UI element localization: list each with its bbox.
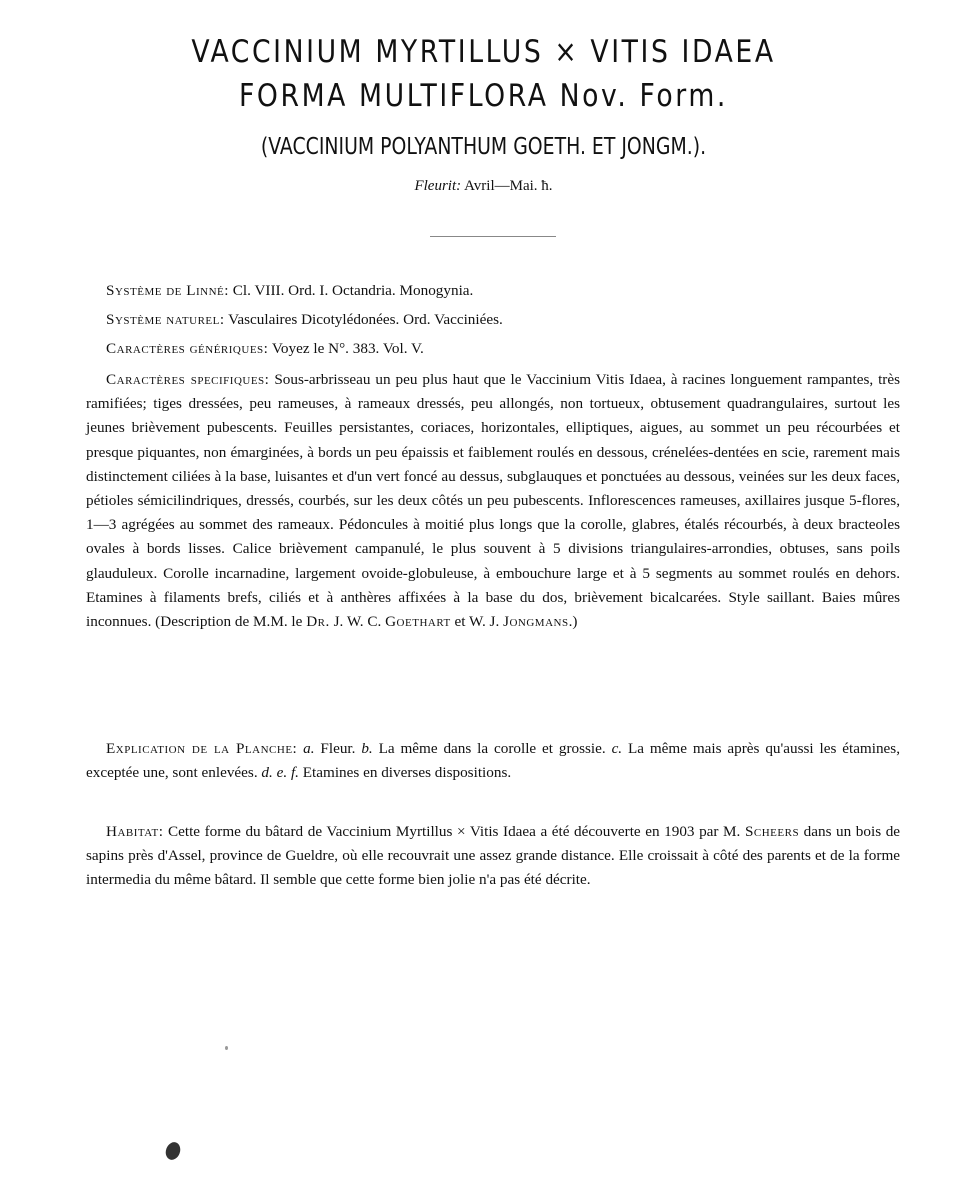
section-label: Système de Linné: xyxy=(106,282,229,299)
figure-ref-a: a. xyxy=(303,740,315,757)
section-label: Explication de la Planche: xyxy=(106,740,298,757)
habitat-text-2: dans un bois de sapins près d'Assel, province de Gueldre, où elle recouvrait une assez grande distance. Elle croissait à côté des parents et de la forme intermedia du même bâtard. Il semble que cette forme bien jolie n'a pas été décrite. xyxy=(86,823,901,889)
section-generiques xyxy=(86,337,900,361)
section-text: Voyez le N°. 383. Vol. V. xyxy=(271,340,424,357)
section-label: Habitat: xyxy=(106,823,164,840)
flowering-label: Fleurit: xyxy=(414,178,462,194)
title-line-2: FORMA MULTIFLORA Nov. Form. xyxy=(239,78,728,114)
section-label: Système naturel: xyxy=(106,311,225,328)
section-text: Sous-arbrisseau un peu plus haut que le Vaccinium Vitis Idaea, à racines longuement rampantes, très ramifiées; tiges dressées, peu rameuses, à rameaux dressés, peu allongés, non tortueux, obtusement quadrangulaires, surtout les jeunes brièvement pubescents. Feuilles persistantes, coriaces, horizontales, elliptiques, aigues, au sommet un peu récourbées et presque piquantes, non émarginées, à bords un peu épaissis et faiblement roulés en dessous, crénelées-dentées en scie, rarement mais distinctement ciliées à la base, luisantes et d'un vert foncé au dessus, subglauques et ponctuées au dessous, veinées sur les deux faces, pétioles sémicilindriques, dressés, courbés, sur les deux côtés un peu pubescents. Inflorescences rameuses, axillaires jusque 5-flores, 1—3 agrégées au sommet des rameaux. Pédoncules à moitié plus longs que la corolle, glabres, étalés récourbés, à deux bracteoles ovales à bords lisses. Calice brièvement campanulé, le plus souvent à 5 divisions triangulaires-arrondies, obtuses, sans poils glauduleux. Corolle incarnadine, largement ovoide-globuleuse, à embouchure large et à 5 segments au sommet roulés en dehors. Etamines à filaments brefs, ciliés et à anthères affixées à la base du dos, brièvement bicalcarées. Style saillant. Baies mûres inconnues. (Description de M.M. le xyxy=(86,371,901,631)
ink-speck xyxy=(163,1140,182,1162)
section-label: Caractères génériques: xyxy=(106,340,269,357)
section-linne xyxy=(86,279,900,303)
section-text: Cl. VIII. Ord. I. Octandria. Monogynia. xyxy=(232,282,474,299)
figure-ref-b: b. xyxy=(361,740,373,757)
author-conjunction: et W. J. xyxy=(454,613,500,631)
author-initials: J. W. C. xyxy=(333,613,382,631)
author-goethart: Goethart xyxy=(385,613,451,631)
section-explication xyxy=(86,737,900,785)
figure-ref-def: d. e. f. xyxy=(261,764,299,782)
author-jongmans: Jongmans xyxy=(503,613,569,631)
figure-caption-c: La même mais après qu'aussi les étamines, exceptée une, sont enlevées. xyxy=(86,740,901,782)
figure-ref-c: c. xyxy=(611,740,623,757)
divider-rule xyxy=(430,236,556,237)
flowering-value: Avril—Mai. ħ. xyxy=(464,178,553,194)
flowering-line xyxy=(0,176,967,196)
section-naturel xyxy=(86,308,900,332)
section-label: Caractères specifiques: xyxy=(106,371,270,388)
section-text: Vasculaires Dicotylédonées. Ord. Vacciniées. xyxy=(228,311,503,328)
figure-caption-def: Etamines en diverses dispositions. xyxy=(302,764,512,782)
figure-caption-a: Fleur. xyxy=(320,740,356,757)
ink-speck xyxy=(225,1046,228,1050)
title-line-1: VACCINIUM MYRTILLUS × VITIS IDAEA xyxy=(191,34,776,70)
closing-paren: .) xyxy=(568,613,578,631)
section-specifiques xyxy=(86,368,900,634)
habitat-text-1: Cette forme du bâtard de Vaccinium Myrtillus × Vitis Idaea a été découverte en 1903 par M. xyxy=(168,823,741,840)
figure-caption-b: La même dans la corolle et grossie. xyxy=(378,740,606,757)
author-title: Dr. xyxy=(306,613,330,631)
subtitle: (VACCINIUM POLYANTHUM GOETH. ET JONGM.). xyxy=(260,134,707,160)
section-habitat xyxy=(86,820,900,893)
collector-name: Scheers xyxy=(744,823,800,840)
